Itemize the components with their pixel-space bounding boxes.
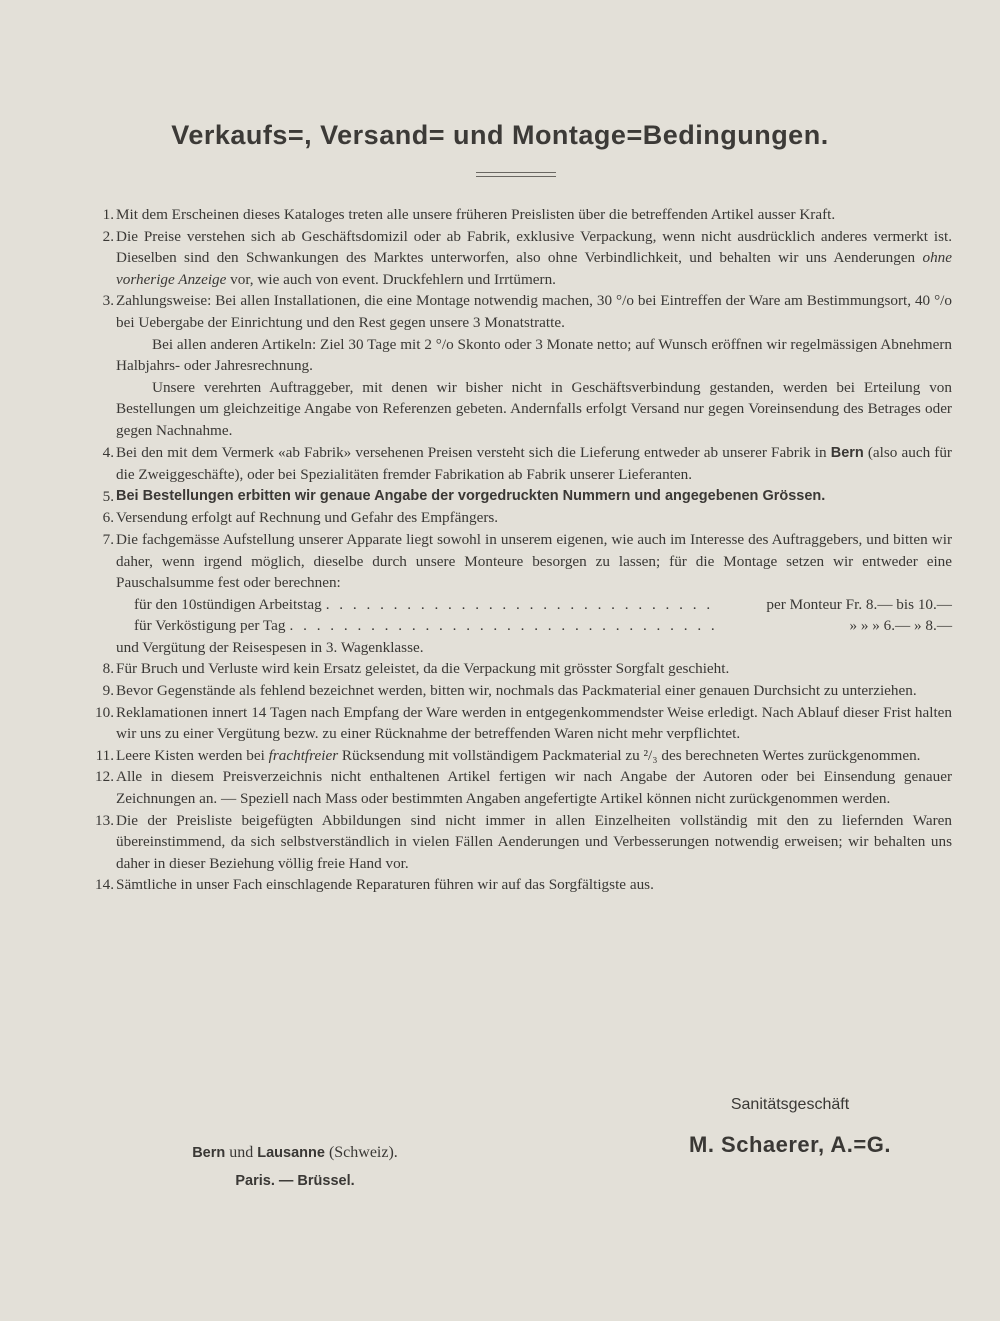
item-number: 4. <box>102 443 114 461</box>
item-text: Bevor Gegenstände als fehlend bezeichnet werden, bitten wir, nochmals das Packmaterial einer genauen Durchsicht zu unterziehen. <box>116 682 917 700</box>
rate-row: für Verköstigung per Tag . . . . . . . . . . . . . . . . . . . . . . . . . . . . . . . . » » » 6.— » 8.— <box>134 617 952 635</box>
item-paragraph: und Vergütung der Reisespesen in 3. Wagenklasse. <box>116 638 424 656</box>
title-divider <box>476 172 556 180</box>
rate-row: für den 10stündigen Arbeitstag . . . . . . . . . . . . . . . . . . . . . . . . . . . . . per Monteur Fr. 8.— bis 10.— <box>134 595 952 613</box>
item-number: 1. <box>102 206 114 223</box>
item-text: Alle in diesem Preisverzeichnis nicht enthaltenen Artikel fertigen wir nach Angabe der Autoren oder bei Einsendung genauer Zeichnungen an. — Speziell nach Mass oder bestimmten Angaben angefertigte Artikel können nicht zurückgenommen werden. <box>116 768 952 808</box>
item-number: 10. <box>95 703 114 721</box>
item-text: Mit dem Erscheinen dieses Kataloges treten alle unsere früheren Preislisten über die betreffenden Artikel ausser Kraft. <box>116 206 836 223</box>
item-number: 5. <box>102 487 114 505</box>
item-number: 8. <box>102 660 114 678</box>
item-text: Für Bruch und Verluste wird kein Ersatz geleistet, da die Verpackung mit grösster Sorgfalt geschieht. <box>116 660 730 678</box>
item-text: Die Preise verstehen sich ab Geschäftsdomizil oder ab Fabrik, exklusive Verpackung, wenn nicht ausdrücklich anderes vermerkt ist. Dieselben sind den Schwankungen des Marktes unterworfen, also ohne Verbindlichkeit, und behalten wir uns Aenderungen ohne vorherige Anzeige vor, wie auch von event. Druckfehlern und Irrtümern. <box>116 227 952 288</box>
item-text: Leere Kisten werden bei frachtfreier Rücksendung mit vollständigem Packmaterial zu ²/₃ des berechneten Wertes zurückgenommen. <box>116 746 921 764</box>
item-text: Bei Bestellungen erbitten wir genaue Angabe der vorgedruckten Nummern und angegebenen Grössen. <box>116 487 826 504</box>
item-number: 13. <box>95 811 114 829</box>
list-item <box>76 745 952 767</box>
item-text: Sämtliche in unser Fach einschlagende Reparaturen führen wir auf das Sorgfältigste aus. <box>116 876 654 894</box>
item-text: Bei den mit dem Vermerk «ab Fabrik» versehenen Preisen versteht sich die Lieferung entweder ab unserer Fabrik in Bern (also auch für die Zweiggeschäfte), oder bei Spezialitäten fremder Fabrikation ab Fabrik unserer Lieferanten. <box>116 443 952 484</box>
item-text: Reklamationen innert 14 Tagen nach Empfang der Ware werden in entgegenkommendster Weise erledigt. Nach Ablauf dieser Frist halten wir uns zu einer Vergütung bezw. zu einer Rücknahme der betreffenden Waren nicht mehr verpflichtet. <box>116 703 952 743</box>
list-item <box>76 702 952 745</box>
item-number: 9. <box>102 682 114 700</box>
company-name: M. Schaerer, A.=G. <box>689 1132 891 1157</box>
list-item <box>76 874 952 896</box>
item-paragraph: Bei allen anderen Artikeln: Ziel 30 Tage mit 2 °/o Skonto oder 3 Monate netto; auf Wunsch eröffnen wir regelmässigen Abnehmern Halbjahrs- oder Jahresrechnung. <box>116 335 952 375</box>
item-number: 11. <box>95 746 114 764</box>
item-number: 12. <box>95 768 114 786</box>
list-item <box>76 507 952 529</box>
item-text: Versendung erfolgt auf Rechnung und Gefahr des Empfängers. <box>116 509 499 527</box>
item-number: 14. <box>95 876 114 894</box>
list-item <box>76 766 952 809</box>
item-number: 3. <box>102 292 114 310</box>
list-item <box>76 226 952 291</box>
item-number: 7. <box>102 530 114 548</box>
list-item <box>76 442 952 486</box>
locations: Bern und Lausanne (Schweiz). Paris. — Brüssel. <box>192 1144 398 1189</box>
list-item <box>76 204 952 226</box>
item-text: Die fachgemässe Aufstellung unserer Apparate liegt sowohl in unserem eigenen, wie auch im Interesse des Auftraggebers, und bitten wir daher, wenn irgend möglich, dieselbe durch unsere Monteure besorgen zu lassen; für die Montage setzen wir entweder eine Pauschalsumme fest oder berechnen: <box>116 530 952 592</box>
item-text: Zahlungsweise: Bei allen Installationen, die eine Montage notwendig machen, 30 °/o bei Eintreffen der Ware am Bestimmungsort, 40 °/o bei Uebergabe der Einrichtung und den Rest gegen unsere 3 Monatstratte. <box>116 292 952 331</box>
list-item <box>76 529 952 659</box>
item-number: 6. <box>102 509 114 527</box>
item-text: Die der Preisliste beigefügten Abbildungen sind nicht immer in allen Einzelheiten vollständig mit den zu liefernden Waren übereinstimmend, da sich selbstverständlich in vielen Fällen Aenderungen und Verbesserungen notwendig erweisen; wir behalten uns daher in dieser Beziehung völlig freie Hand vor. <box>116 811 952 872</box>
list-item <box>76 486 952 508</box>
list-item <box>76 658 952 680</box>
company-signature <box>660 1096 920 1158</box>
page-title: Verkaufs=, Versand= und Montage=Bedingungen. <box>171 120 829 150</box>
shop-label: Sanitätsgeschäft <box>730 1096 850 1113</box>
list-item <box>76 290 952 441</box>
conditions-list <box>76 204 952 896</box>
item-number: 2. <box>102 227 114 245</box>
item-paragraph: Unsere verehrten Auftraggeber, mit denen wir bisher nicht in Geschäftsverbindung gestanden, werden bei Erteilung von Bestellungen um gleichzeitige Angabe von Referenzen gebeten. Andernfalls erfolgt Versand nur gegen Voreinsendung des Betrages oder gegen Nachnahme. <box>116 378 952 439</box>
list-item <box>76 810 952 875</box>
list-item <box>76 680 952 702</box>
